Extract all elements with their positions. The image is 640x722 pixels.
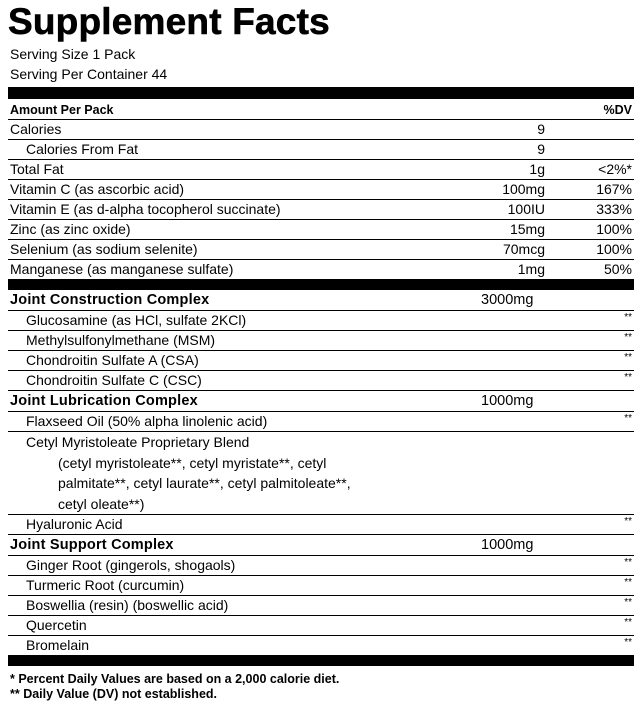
blend-name: Cetyl Myristoleate Proprietary Blend <box>26 434 250 450</box>
group-amount: 1000mg <box>481 537 534 553</box>
ingredient-name: Chondroitin Sulfate C (CSC) <box>26 372 202 388</box>
ingredient-row <box>8 515 634 535</box>
nutrient-row <box>8 140 634 160</box>
nutrient-dv: 50% <box>603 261 632 277</box>
thick-divider <box>8 279 634 290</box>
group-header-lubrication <box>8 391 634 411</box>
servings-per-container: Serving Per Container 44 <box>10 66 168 82</box>
table-header <box>8 99 634 120</box>
group-header-construction <box>8 290 634 310</box>
nutrient-row <box>8 120 634 140</box>
nutrient-name: Calories <box>10 121 62 137</box>
footnote-dv-not-established: ** Daily Value (DV) not established. <box>10 687 218 701</box>
nutrient-row <box>8 260 634 279</box>
group-header-support <box>8 535 634 555</box>
nutrient-amount: 70mcg <box>502 241 545 257</box>
ingredient-dv: ** <box>624 557 632 568</box>
ingredient-row <box>8 371 634 391</box>
nutrient-dv: 100% <box>596 241 632 257</box>
ingredient-dv: ** <box>624 597 632 608</box>
ingredient-dv: ** <box>624 516 632 527</box>
nutrient-dv: <2%* <box>598 161 632 177</box>
proprietary-blend <box>8 432 634 515</box>
nutrient-name: Calories From Fat <box>26 141 139 157</box>
nutrient-amount: 9 <box>537 121 545 137</box>
ingredient-row <box>8 411 634 432</box>
ingredient-name: Boswellia (resin) (boswellic acid) <box>26 597 229 613</box>
ingredient-row <box>8 636 634 655</box>
ingredient-name: Turmeric Root (curcumin) <box>26 577 185 593</box>
supplement-facts-label <box>8 0 634 702</box>
ingredient-dv: ** <box>624 332 632 343</box>
blend-components-line: (cetyl myristoleate**, cetyl myristate**, cetyl <box>58 454 327 471</box>
group-name: Joint Construction Complex <box>10 292 210 308</box>
ingredient-name: Quercetin <box>26 617 87 633</box>
amount-header: Amount Per Pack <box>10 103 114 117</box>
nutrient-name: Zinc (as zinc oxide) <box>10 221 131 237</box>
group-amount: 1000mg <box>481 393 534 409</box>
nutrient-amount: 100IU <box>507 201 545 217</box>
group-name: Joint Support Complex <box>10 537 174 553</box>
nutrient-name: Total Fat <box>10 161 64 177</box>
ingredient-row <box>8 616 634 636</box>
nutrient-name: Manganese (as manganese sulfate) <box>10 261 234 277</box>
nutrient-row <box>8 220 634 240</box>
nutrient-amount: 9 <box>537 141 545 157</box>
nutrient-dv: 167% <box>596 181 632 197</box>
group-amount: 3000mg <box>481 292 534 308</box>
ingredient-row <box>8 555 634 576</box>
nutrient-name: Selenium (as sodium selenite) <box>10 241 198 257</box>
ingredient-name: Chondroitin Sulfate A (CSA) <box>26 352 199 368</box>
ingredient-name: Flaxseed Oil (50% alpha linolenic acid) <box>26 413 268 429</box>
ingredient-row <box>8 331 634 351</box>
label-title: Supplement Facts <box>8 1 330 42</box>
nutrient-amount: 1mg <box>517 261 545 277</box>
dv-header: %DV <box>603 103 632 117</box>
nutrient-amount: 1g <box>529 161 545 177</box>
nutrient-dv: 100% <box>596 221 632 237</box>
ingredient-row <box>8 576 634 596</box>
footnote-percent-dv: * Percent Daily Values are based on a 2,000 calorie diet. <box>10 672 340 686</box>
ingredient-row <box>8 596 634 616</box>
ingredient-dv: ** <box>624 352 632 363</box>
ingredient-dv: ** <box>624 577 632 588</box>
ingredient-row <box>8 351 634 371</box>
nutrient-amount: 100mg <box>502 181 545 197</box>
ingredient-dv: ** <box>624 372 632 383</box>
ingredient-dv: ** <box>624 312 632 323</box>
ingredient-row <box>8 310 634 331</box>
group-name: Joint Lubrication Complex <box>10 393 198 409</box>
blend-components-line: palmitate**, cetyl laurate**, cetyl palmitoleate**, <box>58 475 351 491</box>
nutrient-row <box>8 200 634 220</box>
ingredient-dv: ** <box>624 413 632 424</box>
nutrient-dv: 333% <box>596 201 632 217</box>
ingredient-name: Methylsulfonylmethane (MSM) <box>26 332 216 348</box>
ingredient-name: Glucosamine (as HCl, sulfate 2KCl) <box>26 312 247 328</box>
nutrient-amount: 15mg <box>509 221 545 237</box>
nutrient-name: Vitamin E (as d-alpha tocopherol succinate) <box>10 201 281 217</box>
nutrient-row <box>8 160 634 180</box>
ingredient-name: Hyaluronic Acid <box>26 516 123 532</box>
serving-size: Serving Size 1 Pack <box>10 46 136 62</box>
ingredient-dv: ** <box>624 637 632 648</box>
thick-divider <box>8 655 634 666</box>
nutrient-row <box>8 240 634 260</box>
nutrient-name: Vitamin C (as ascorbic acid) <box>10 181 185 197</box>
ingredient-dv: ** <box>624 617 632 628</box>
thick-divider <box>8 87 634 99</box>
nutrient-row <box>8 180 634 200</box>
ingredient-name: Ginger Root (gingerols, shogaols) <box>26 557 236 573</box>
ingredient-name: Bromelain <box>26 637 90 653</box>
blend-components-line: cetyl oleate**) <box>58 495 145 512</box>
